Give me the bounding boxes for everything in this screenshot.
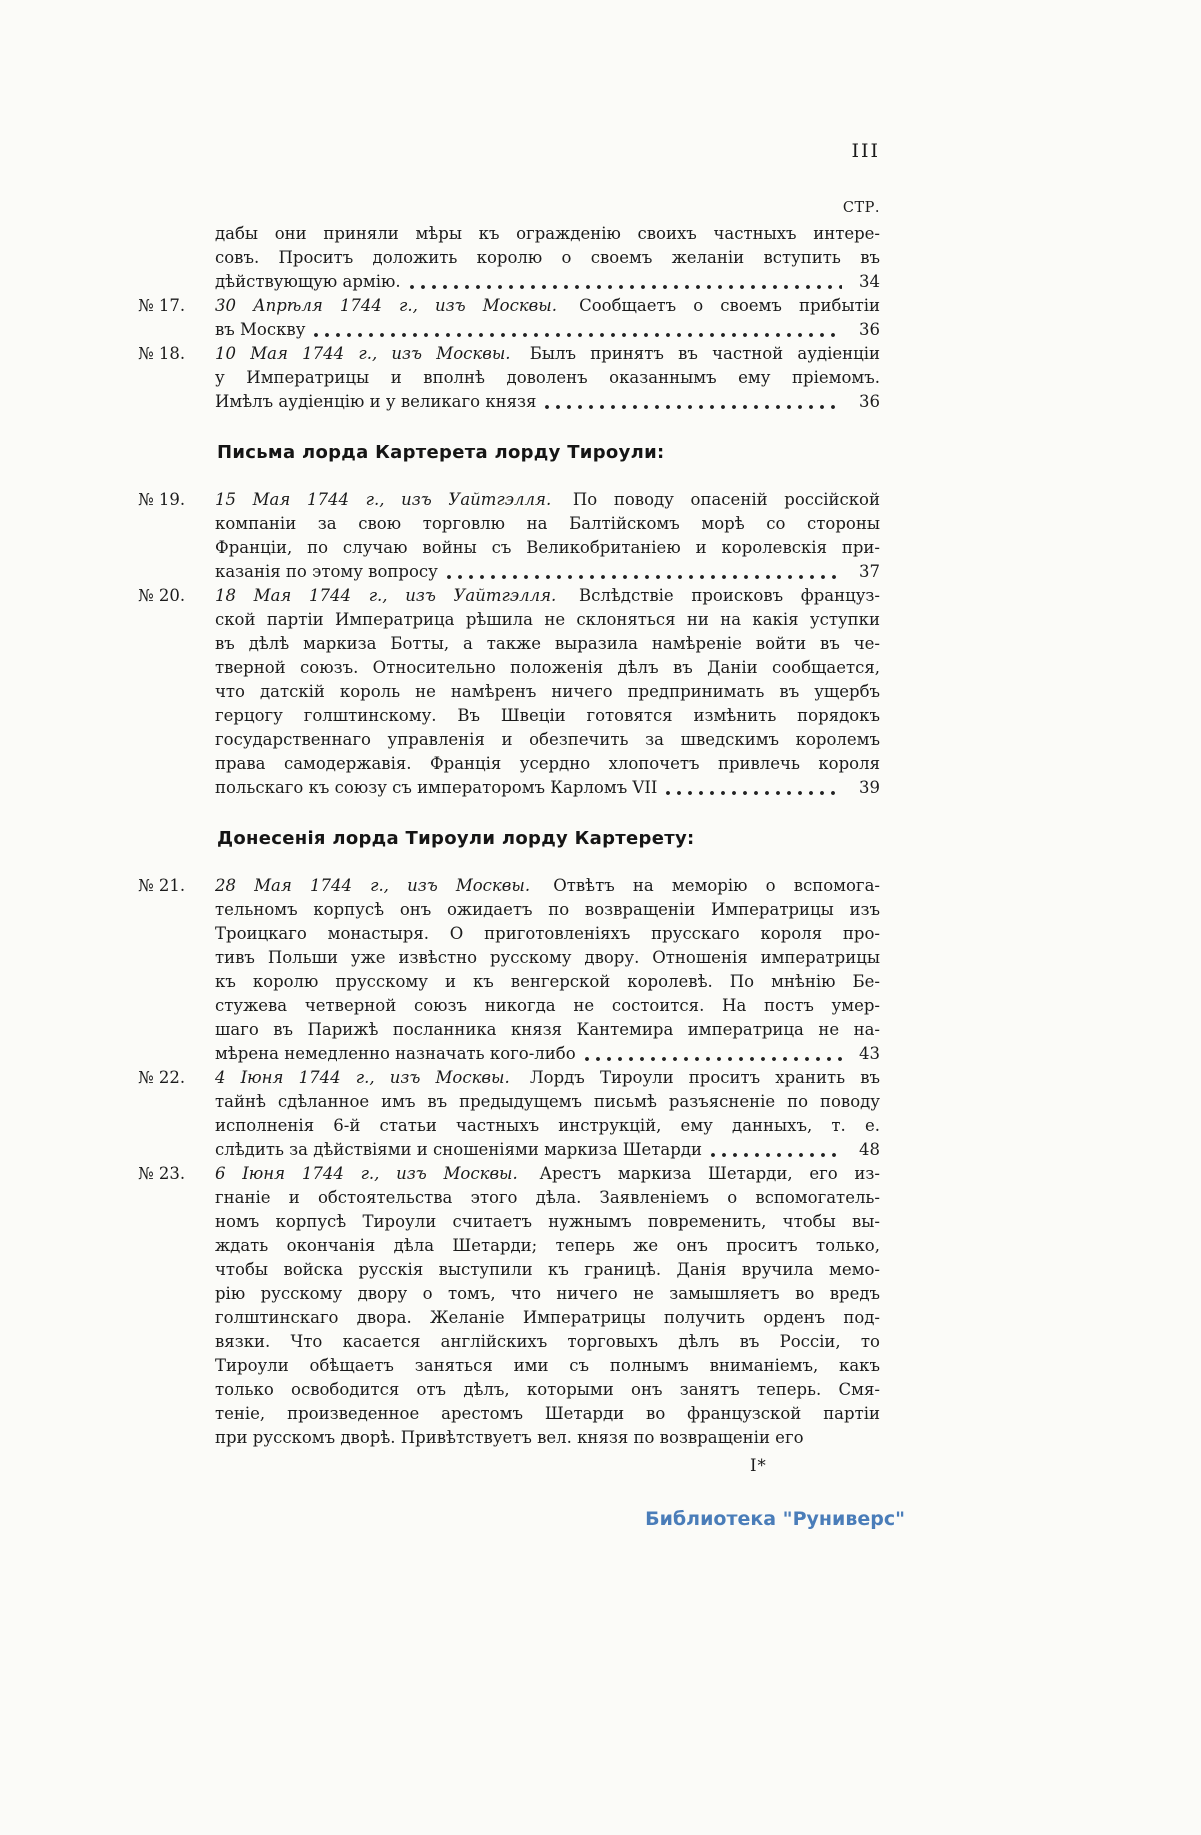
entry-line bbox=[215, 1282, 880, 1306]
entry-line-text: чтобы войска русскія выступили къ границѣ. Данія вручила мемо- bbox=[215, 1260, 880, 1279]
entry-line bbox=[215, 1042, 880, 1066]
entry-line-text: совъ. Проситъ доложить королю о своемъ желаніи вступить въ bbox=[215, 248, 880, 267]
entry-line bbox=[215, 1306, 880, 1330]
entry-line bbox=[215, 776, 880, 800]
entry-line-text: тверной союзъ. Относительно положенія дѣлъ въ Даніи сообщается, bbox=[215, 658, 880, 677]
entry-line-text: компаніи за свою торговлю на Балтійскомъ морѣ со стороны bbox=[215, 514, 880, 533]
entry-line-text: ждать окончанія дѣла Шетарди; теперь же онъ проситъ только, bbox=[215, 1236, 880, 1255]
entry-line-text: слѣдить за дѣйствіями и сношеніями маркиза Шетарди bbox=[215, 1140, 702, 1159]
entry-line-text: къ королю прусскому и къ венгерской королевѣ. По мнѣнію Бе- bbox=[215, 972, 880, 991]
entry-line-text: государственнаго управленія и обезпечить за шведскимъ королемъ bbox=[215, 730, 880, 749]
entry-line-text: при русскомъ дворѣ. Привѣтствуетъ вел. князя по возвращеніи его bbox=[215, 1428, 804, 1447]
signature-mark: I* bbox=[750, 1456, 767, 1475]
page-number-column-header: СТР. bbox=[842, 200, 880, 216]
entry-line bbox=[215, 512, 880, 536]
entry-line-text: ской партіи Императрица рѣшила не склоняться ни на какія уступки bbox=[215, 610, 880, 629]
entry-date: 28 Мая 1744 г., изъ Москвы. bbox=[215, 876, 531, 895]
entry-line bbox=[215, 584, 880, 608]
entry-line-text: мѣрена немедленно назначать кого-либо bbox=[215, 1044, 576, 1063]
entry-line-text: Имѣлъ аудіенцію и у великаго князя bbox=[215, 392, 537, 411]
entry-line bbox=[215, 1234, 880, 1258]
entry-date: 30 Апрѣля 1744 г., изъ Москвы. bbox=[215, 296, 557, 315]
section-heading: Письма лорда Картерета лорду Тироули: bbox=[217, 442, 665, 463]
entry-line-text: рію русскому двору о томъ, что ничего не замышляетъ во вредъ bbox=[215, 1284, 880, 1303]
entry-date: 15 Мая 1744 г., изъ Уайтгэлля. bbox=[215, 490, 552, 509]
entry-line-text: только освободится отъ дѣлъ, которыми онъ занятъ теперь. Смя- bbox=[215, 1380, 880, 1399]
entry-date: 10 Мая 1744 г., изъ Москвы. bbox=[215, 344, 511, 363]
entry-line bbox=[215, 656, 880, 680]
entry-page-number: 36 bbox=[859, 320, 880, 339]
entry-line bbox=[215, 222, 880, 246]
entry-line bbox=[215, 994, 880, 1018]
leader-dots bbox=[313, 332, 842, 338]
entry-line bbox=[215, 632, 880, 656]
entry-line bbox=[215, 342, 880, 366]
entry-line bbox=[215, 1162, 880, 1186]
leader-dots bbox=[584, 1056, 842, 1062]
entry-date: 4 Іюня 1744 г., изъ Москвы. bbox=[215, 1068, 510, 1087]
entry-line bbox=[215, 488, 880, 512]
entry-line bbox=[215, 680, 880, 704]
leader-dots bbox=[710, 1152, 842, 1158]
entry-line-text: 18 Мая 1744 г., изъ Уайтгэлля. Вслѣдствіе происковъ француз- bbox=[215, 586, 880, 605]
entry-line bbox=[215, 728, 880, 752]
entry-line bbox=[215, 1426, 880, 1450]
entry-number: № 17. bbox=[138, 296, 186, 315]
entry-line-text: тивъ Польши уже извѣстно русскому двору. Отношенія императрицы bbox=[215, 948, 880, 967]
entry-line bbox=[215, 1186, 880, 1210]
entry-line-text: 28 Мая 1744 г., изъ Москвы. Отвѣтъ на меморію о вспомога- bbox=[215, 876, 880, 895]
entry-line bbox=[215, 1258, 880, 1282]
entry-line-text: 4 Іюня 1744 г., изъ Москвы. Лордъ Тироули проситъ хранить въ bbox=[215, 1068, 881, 1087]
entry-number: № 23. bbox=[138, 1164, 186, 1183]
page-folio: III bbox=[851, 140, 880, 162]
entry-line bbox=[215, 294, 880, 318]
entry-line-text: тельномъ корпусѣ онъ ожидаетъ по возвращеніи Императрицы изъ bbox=[215, 900, 880, 919]
entry-number: № 19. bbox=[138, 490, 186, 509]
entry-line-text: что датскій король не намѣренъ ничего предпринимать въ ущербъ bbox=[215, 682, 880, 701]
toc-entry bbox=[138, 294, 881, 342]
entry-line-text: 15 Мая 1744 г., изъ Уайтгэлля. По поводу опасеній россійской bbox=[215, 490, 880, 509]
entry-page-number: 36 bbox=[859, 392, 880, 411]
toc-entry bbox=[138, 584, 880, 800]
entry-line-text: вязки. Что касается англійскихъ торговыхъ дѣлъ въ Россіи, то bbox=[215, 1332, 880, 1351]
entry-line bbox=[215, 704, 880, 728]
entry-line-text: исполненія 6-й статьи частныхъ инструкцій, ему данныхъ, т. е. bbox=[215, 1116, 880, 1135]
entry-line bbox=[215, 946, 880, 970]
entry-line-text: въ дѣлѣ маркиза Ботты, а также выразила намѣреніе войти въ че- bbox=[215, 634, 880, 653]
entry-line-text: номъ корпусѣ Тироули считаетъ нужнымъ повременить, чтобы вы- bbox=[215, 1212, 880, 1231]
entry-line-text: гнаніе и обстоятельства этого дѣла. Заявленіемъ о вспомогатель- bbox=[215, 1188, 880, 1207]
entry-page-number: 37 bbox=[859, 562, 880, 581]
entry-line-text: дабы они приняли мѣры къ огражденію своихъ частныхъ интере- bbox=[215, 224, 880, 243]
entry-number: № 18. bbox=[138, 344, 186, 363]
entry-line-text: Троицкаго монастыря. О приготовленіяхъ прусскаго короля про- bbox=[215, 924, 880, 943]
entry-line-text: дѣйствующую армію. bbox=[215, 272, 401, 291]
entry-date: 6 Іюня 1744 г., изъ Москвы. bbox=[215, 1164, 518, 1183]
leader-dots bbox=[409, 284, 842, 290]
entry-line-text: голштинскаго двора. Желаніе Императрицы получить орденъ под- bbox=[215, 1308, 880, 1327]
entry-line bbox=[215, 1330, 880, 1354]
entry-line bbox=[215, 752, 880, 776]
toc-list bbox=[138, 222, 881, 1450]
entry-number: № 22. bbox=[138, 1068, 186, 1087]
toc-entry bbox=[138, 1066, 881, 1162]
entry-number: № 20. bbox=[138, 586, 186, 605]
entry-line-text: въ Москву bbox=[215, 320, 306, 339]
entry-line bbox=[215, 608, 880, 632]
library-watermark: Библиотека "Руниверс" bbox=[645, 1508, 905, 1530]
entry-page-number: 34 bbox=[859, 272, 880, 291]
entry-line bbox=[215, 1114, 880, 1138]
entry-line-text: 10 Мая 1744 г., изъ Москвы. Былъ принятъ въ частной аудіенціи bbox=[215, 344, 881, 363]
section-heading: Донесенія лорда Тироули лорду Картерету: bbox=[217, 828, 695, 849]
entry-line-text: Франціи, по случаю войны съ Великобританіею и королевскія при- bbox=[215, 538, 880, 557]
entry-line-text: права самодержавія. Франція усердно хлопочетъ привлечь короля bbox=[215, 754, 880, 773]
entry-line bbox=[215, 1138, 880, 1162]
toc-entry bbox=[215, 222, 880, 294]
leader-dots bbox=[665, 790, 842, 796]
entry-line-text: теніе, произведенное арестомъ Шетарди во французской партіи bbox=[215, 1404, 880, 1423]
entry-line bbox=[215, 922, 880, 946]
leader-dots bbox=[544, 404, 842, 410]
entry-page-number: 39 bbox=[859, 778, 880, 797]
entry-line-text: тайнѣ сдѣланное имъ въ предыдущемъ письмѣ разъясненіе по поводу bbox=[215, 1092, 880, 1111]
table-of-contents bbox=[138, 222, 881, 1475]
entry-line-text: стужева четверной союзъ никогда не состоится. На постъ умер- bbox=[215, 996, 880, 1015]
entry-line-text: Тироули обѣщаетъ заняться ими съ полнымъ вниманіемъ, какъ bbox=[215, 1356, 880, 1375]
entry-page-number: 48 bbox=[859, 1140, 880, 1159]
toc-entry bbox=[138, 342, 881, 414]
entry-line bbox=[215, 246, 880, 270]
entry-line bbox=[215, 390, 880, 414]
entry-line bbox=[215, 1090, 880, 1114]
entry-line bbox=[215, 560, 880, 584]
entry-line bbox=[215, 1018, 880, 1042]
entry-line-text: 6 Іюня 1744 г., изъ Москвы. Арестъ маркиза Шетарди, его из- bbox=[215, 1164, 880, 1183]
entry-line bbox=[215, 536, 880, 560]
entry-line bbox=[215, 898, 880, 922]
entry-number: № 21. bbox=[138, 876, 186, 895]
leader-dots bbox=[446, 574, 842, 580]
entry-line bbox=[215, 1066, 880, 1090]
toc-entry bbox=[138, 488, 880, 584]
entry-line-text: герцогу голштинскому. Въ Швеціи готовятся измѣнить порядокъ bbox=[215, 706, 880, 725]
entry-line-text: казанія по этому вопросу bbox=[215, 562, 438, 581]
entry-line bbox=[215, 970, 880, 994]
entry-line bbox=[215, 874, 880, 898]
entry-line bbox=[215, 1210, 880, 1234]
entry-line bbox=[215, 270, 880, 294]
toc-entry bbox=[138, 874, 880, 1066]
entry-line bbox=[215, 1354, 880, 1378]
entry-line bbox=[215, 366, 880, 390]
entry-line bbox=[215, 1378, 880, 1402]
entry-line-text: 30 Апрѣля 1744 г., изъ Москвы. Сообщаетъ о своемъ прибытіи bbox=[215, 296, 881, 315]
entry-line bbox=[215, 318, 880, 342]
entry-line-text: у Императрицы и вполнѣ доволенъ оказаннымъ ему пріемомъ. bbox=[215, 368, 880, 387]
entry-line-text: польскаго къ союзу съ императоромъ Карломъ VII bbox=[215, 778, 658, 797]
toc-entry bbox=[138, 1162, 880, 1450]
entry-line bbox=[215, 1402, 880, 1426]
entry-line-text: шаго въ Парижѣ посланника князя Кантемира императрица не на- bbox=[215, 1020, 880, 1039]
entry-page-number: 43 bbox=[859, 1044, 880, 1063]
entry-date: 18 Мая 1744 г., изъ Уайтгэлля. bbox=[215, 586, 557, 605]
